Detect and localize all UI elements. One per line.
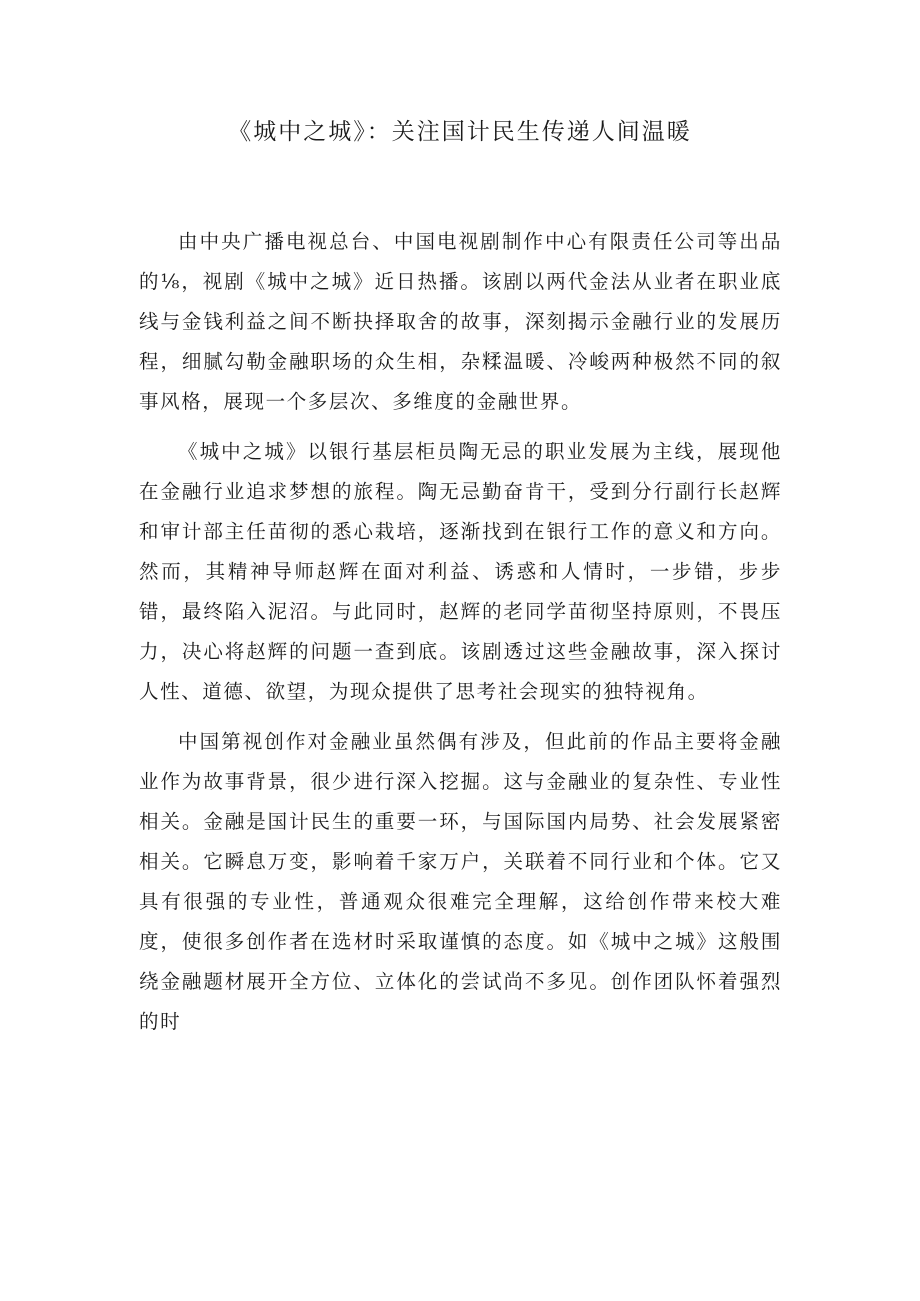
paragraph-1: 由中央广播电视总台、中国电视剧制作中心有限责任公司等出品的⅛，视剧《城中之城》近日热播。该剧以两代金法从业者在职业底线与金钱利益之间不断抉择取舍的故事，深刻揭示金融行业的发展历程，细腻勾勒金融职场的众生相，杂糅温暖、冷峻两种极然不同的叙事风格，展现一个多层次、多维度的金融世界。 bbox=[139, 230, 782, 413]
article-body bbox=[139, 222, 782, 1052]
paragraph-3: 中国第视创作对金融业虽然偶有涉及，但此前的作品主要将金融业作为故事背景，很少进行深入挖掘。这与金融业的复杂性、专业性相关。金融是国计民生的重要一环，与国际国内局势、社会发展紧密相关。它瞬息万变，影响着千家万户，关联着不同行业和个体。它又具有很强的专业性，普通观众很难完全理解，这给创作带来校大难度，使很多创作者在选材时采取谨慎的态度。如《城中之城》这般围绕金融题材展开全方位、立体化的尝试尚不多见。创作团队怀着强烈的时 bbox=[139, 730, 782, 1033]
article-title: 《城中之城》：关注国计民生传递人间温暖 bbox=[228, 119, 692, 145]
paragraph-2: 《城中之城》以银行基层柜员陶无忌的职业发展为主线，展现他在金融行业追求梦想的旅程。陶无忌勤奋肯干，受到分行副行长赵辉和审计部主任苗彻的悉心栽培，逐渐找到在银行工作的意义和方向。然而，其精神导师赵辉在面对利益、诱惑和人情时，一步错，步步错，最终陷入泥沼。与此同时，赵辉的老同学苗彻坚持原则，不畏压力，决心将赵辉的问题一查到底。该剧透过这些金融故事，深入探讨人性、道德、欲望，为现众提供了思考社会现实的独特视角。 bbox=[139, 440, 782, 703]
